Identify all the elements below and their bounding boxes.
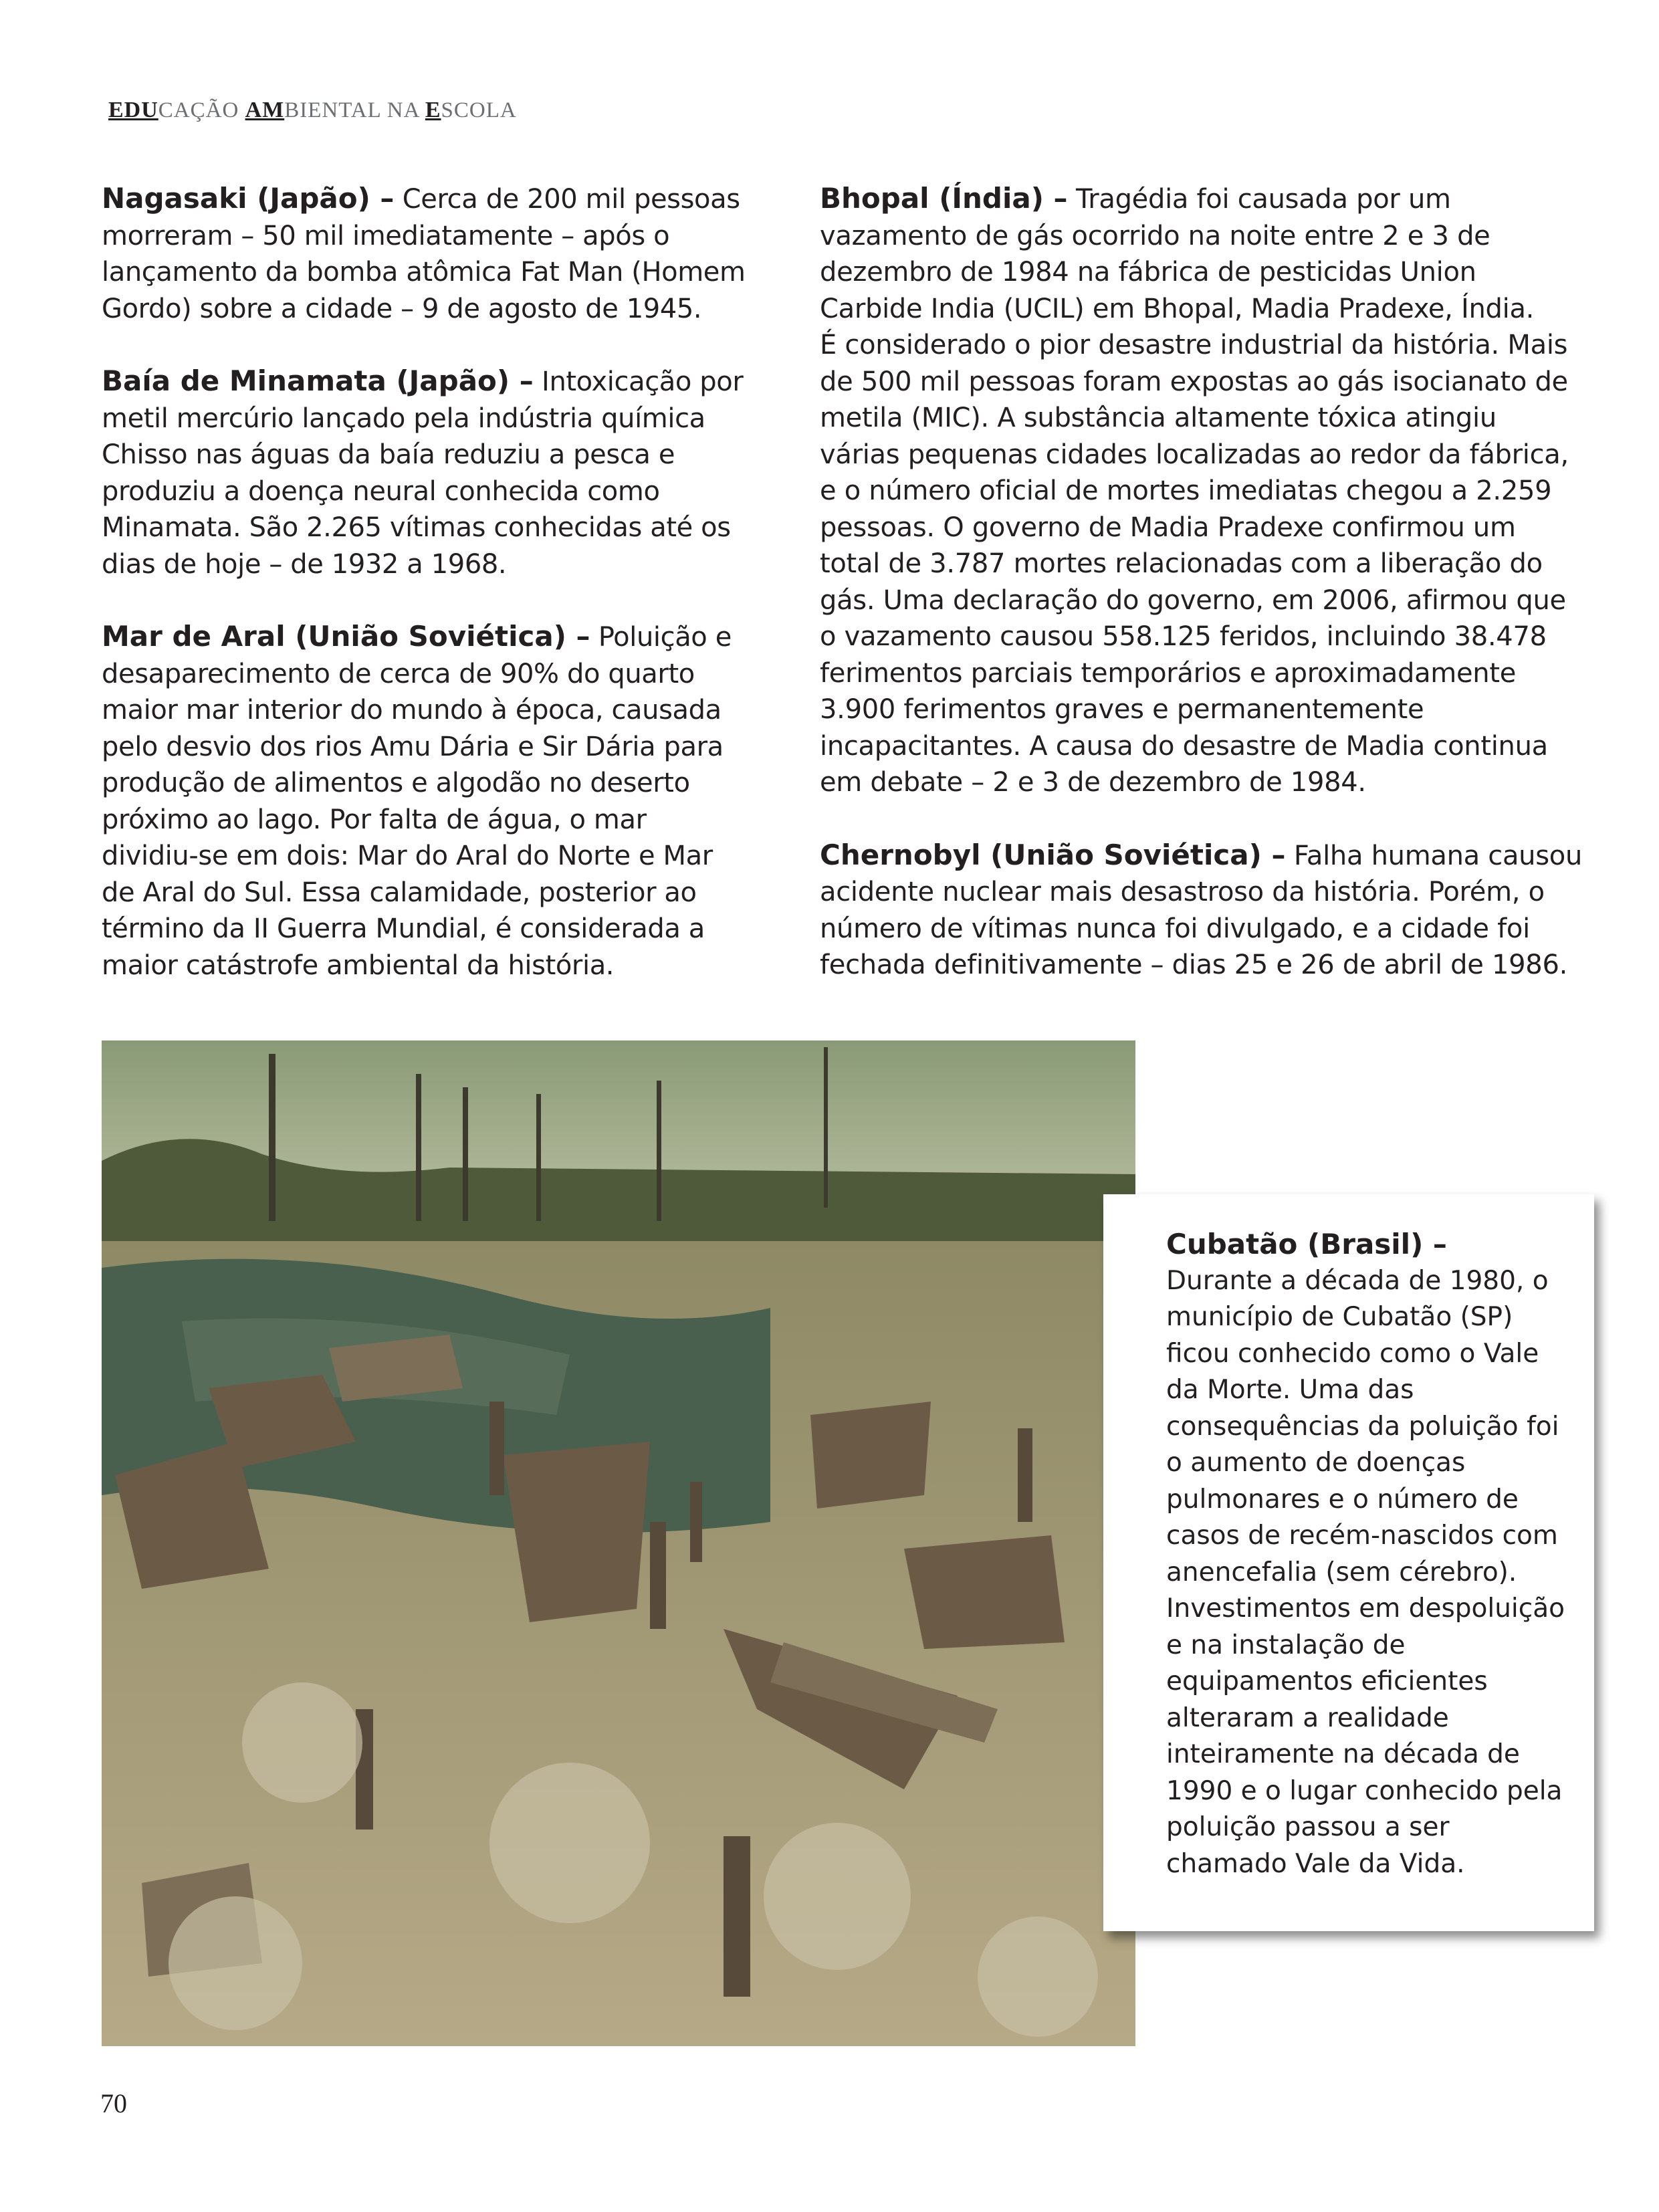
entry-text: Poluição e desaparecimento de cerca de 90% do quarto maior mar interior do mundo à época, causada pelo desvio dos rios Amu Dária e Sir Dária para produção de alimentos e algodão no deserto próximo ao lago. Por falta de água, o mar dividiu-se em dois: Mar do Aral do Norte e Mar de Aral do Sul. Essa calamidade, posterior ao término da II Guerra Mundial, é considerada a maior catástrofe ambiental da história. (102, 622, 732, 981)
header-cap: E (425, 98, 441, 122)
header-rest: CAÇÃO (158, 98, 245, 122)
info-box-text: Durante a década de 1980, o município de Cubatão (SP) ficou conhecido como o Vale da Morte. Uma das consequências da poluição foi o aumento de doenças pulmonares e o número de casos de recém-nascidos com anencefalia (sem cérebro). Investimentos em despoluição e na instalação de equipamentos eficientes alteraram a realidade inteiramente na década de 1990 e o lugar conhecido pela poluição passou a ser chamado Vale da Vida. (1166, 1265, 1565, 1879)
entry-text: Falha humana causou acidente nuclear mais desastroso da história. Porém, o número de vítimas nunca foi divulgado, e a cidade foi fechada definitivamente – dias 25 e 26 de abril de 1986. (820, 840, 1582, 980)
entry-title: Nagasaki (Japão) – (102, 182, 395, 215)
disaster-entry-chernobyl (820, 837, 1582, 984)
disaster-entry-bhopal (820, 181, 1582, 801)
cubatao-info-box (1103, 1194, 1594, 1931)
disaster-entry-aral (102, 619, 750, 984)
entry-title: Mar de Aral (União Soviética) – (102, 620, 590, 653)
header-cap: AM (245, 98, 285, 122)
entry-text: Tragédia foi causada por um vazamento de gás ocorrido na noite entre 2 e 3 de dezembro de 1984 na fábrica de pesticidas Union Carbide India (UCIL) em Bhopal, Madia Pradexe, Índia. (820, 184, 1535, 324)
info-box-title: Cubatão (Brasil) – (1166, 1228, 1447, 1260)
entry-title: Chernobyl (União Soviética) – (820, 838, 1286, 871)
entry-text: Cerca de 200 mil pessoas morreram – 50 mil imediatamente – após o lançamento da bomba atômica Fat Man (Homem Gordo) sobre a cidade – 9 de agosto de 1945. (102, 184, 746, 324)
header-cap: EDU (108, 98, 158, 122)
cubatao-photo (102, 1040, 1135, 2046)
header-rest: BIENTAL NA (284, 98, 425, 122)
left-column (102, 181, 750, 1020)
disaster-entry-nagasaki (102, 181, 750, 327)
entry-title: Baía de Minamata (Japão) – (102, 364, 534, 397)
header-rest: SCOLA (441, 98, 517, 122)
page-number: 70 (100, 2088, 127, 2118)
right-column (820, 181, 1582, 1020)
disaster-entry-minamata (102, 363, 750, 582)
photo-illustration (102, 1040, 1135, 2046)
entry-text: Intoxicação por metil mercúrio lançado pela indústria química Chisso nas águas da baía reduziu a pesca e produziu a doença neural conhecida como Minamata. São 2.265 vítimas conhecidas até os dias de hoje – de 1932 a 1968. (102, 366, 744, 580)
info-box-content (1166, 1226, 1567, 1882)
entry-text-continued: É considerado o pior desastre industrial da história. Mais de 500 mil pessoas foram expostas ao gás isocianato de metila (MIC). A substância altamente tóxica atingiu várias pequenas cidades localizadas ao redor da fábrica, e o número oficial de mortes imediatas chegou a 2.259 pessoas. O governo de Madia Pradexe confirmou um total de 3.787 mortes relacionadas com a liberação do gás. Uma declaração do governo, em 2006, afirmou que o vazamento causou 558.125 feridos, incluindo 38.478 ferimentos parciais temporários e aproximadamente 3.900 ferimentos graves e permanentemente incapacitantes. A causa do desastre de Madia continua em debate – 2 e 3 de dezembro de 1984. (820, 330, 1569, 798)
entry-title: Bhopal (Índia) – (820, 182, 1068, 215)
running-header (108, 98, 517, 123)
